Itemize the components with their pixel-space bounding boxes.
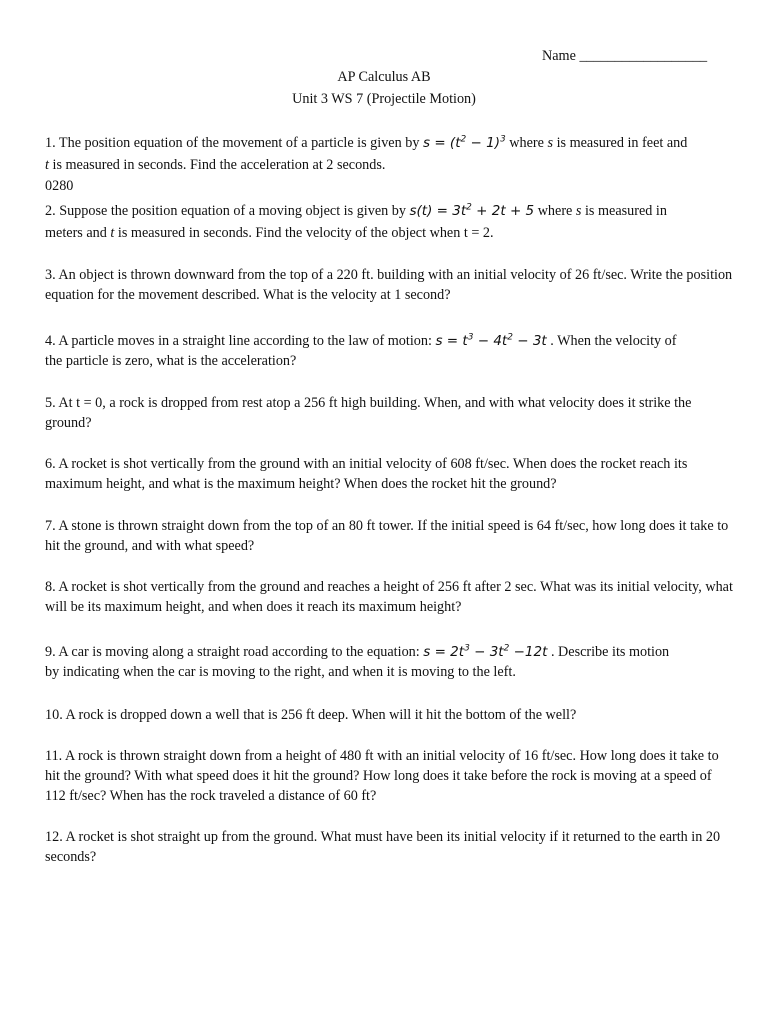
question-10: 10. A rock is dropped down a well that is 256 ft deep. When will it hit the bottom of the well? xyxy=(45,707,577,723)
equation-2: $s(t) = 3t^2 + 2t + 5$ xyxy=(409,202,535,219)
equation-9: $s = 2t^3 - 3t^2 -12t$ xyxy=(423,643,548,660)
question-4: 4. A particle moves in a straight line according to the law of motion: $s = t^3 - 4t^2 - 3t$ . When the velocity of the particle is zero, what is the acceleration? xyxy=(45,332,677,369)
name-blank: __________________ xyxy=(579,48,708,64)
question-6: 6. A rocket is shot vertically from the ground with an initial velocity of 608 ft/sec. When does the rocket reach its maximum height, and what is the maximum height? When does the rocket hit the ground? xyxy=(45,456,688,492)
question-1: 1. The position equation of the movement of a particle is given by $s = (t^2 - 1)^3$ where s is measured in feet and t is measured in seconds. Find the acceleration at 2 seconds. xyxy=(45,134,688,173)
question-7: 7. A stone is thrown straight down from the top of an 80 ft tower. If the initial speed is 64 ft/sec, how long does it take to hit the ground, and with what speed? xyxy=(45,518,729,554)
question-3: 3. An object is thrown downward from the top of a 220 ft. building with an initial velocity of 26 ft/sec. Write the position equation for the movement described. What is the velocity at 1 second? xyxy=(45,267,733,303)
equation-4: $s = t^3 - 4t^2 - 3t$ xyxy=(435,332,547,349)
question-2: 2. Suppose the position equation of a moving object is given by $s(t) = 3t^2 + 2t + 5$ where s is measured in meters and t is measured in seconds. Find the velocity of the object when t = 2. xyxy=(45,202,667,241)
name-label: Name xyxy=(542,48,576,64)
question-5: 5. At t = 0, a rock is dropped from rest atop a 256 ft high building. When, and with what velocity does it strike the ground? xyxy=(45,395,692,431)
question-12: 12. A rocket is shot straight up from the ground. What must have been its initial velocity if it returned to the earth in 20 seconds? xyxy=(45,829,721,865)
name-field xyxy=(542,46,707,66)
question-8: 8. A rocket is shot vertically from the ground and reaches a height of 256 ft after 2 sec. What was its initial velocity, what will be its maximum height, and when does it reach its maximum height? xyxy=(45,579,733,615)
worksheet-title: Unit 3 WS 7 (Projectile Motion) xyxy=(292,91,476,107)
question-11: 11. A rock is thrown straight down from a height of 480 ft with an initial velocity of 16 ft/sec. How long does it take to hit the ground? With what speed does it hit the ground? How long does it take before the rock is moving at a speed of 112 ft/sec? When has the rock traveled a distance of 60 ft? xyxy=(45,748,719,804)
question-9: 9. A car is moving along a straight road according to the equation: $s = 2t^3 - 3t^2 -12t$ . Describe its motion by indicating when the car is moving to the right, and when it is moving to the left. xyxy=(45,643,670,680)
course-title: AP Calculus AB xyxy=(337,69,431,85)
equation-1: $s = (t^2 - 1)^3$ xyxy=(423,134,506,151)
stray-note: 0280 xyxy=(45,178,74,194)
